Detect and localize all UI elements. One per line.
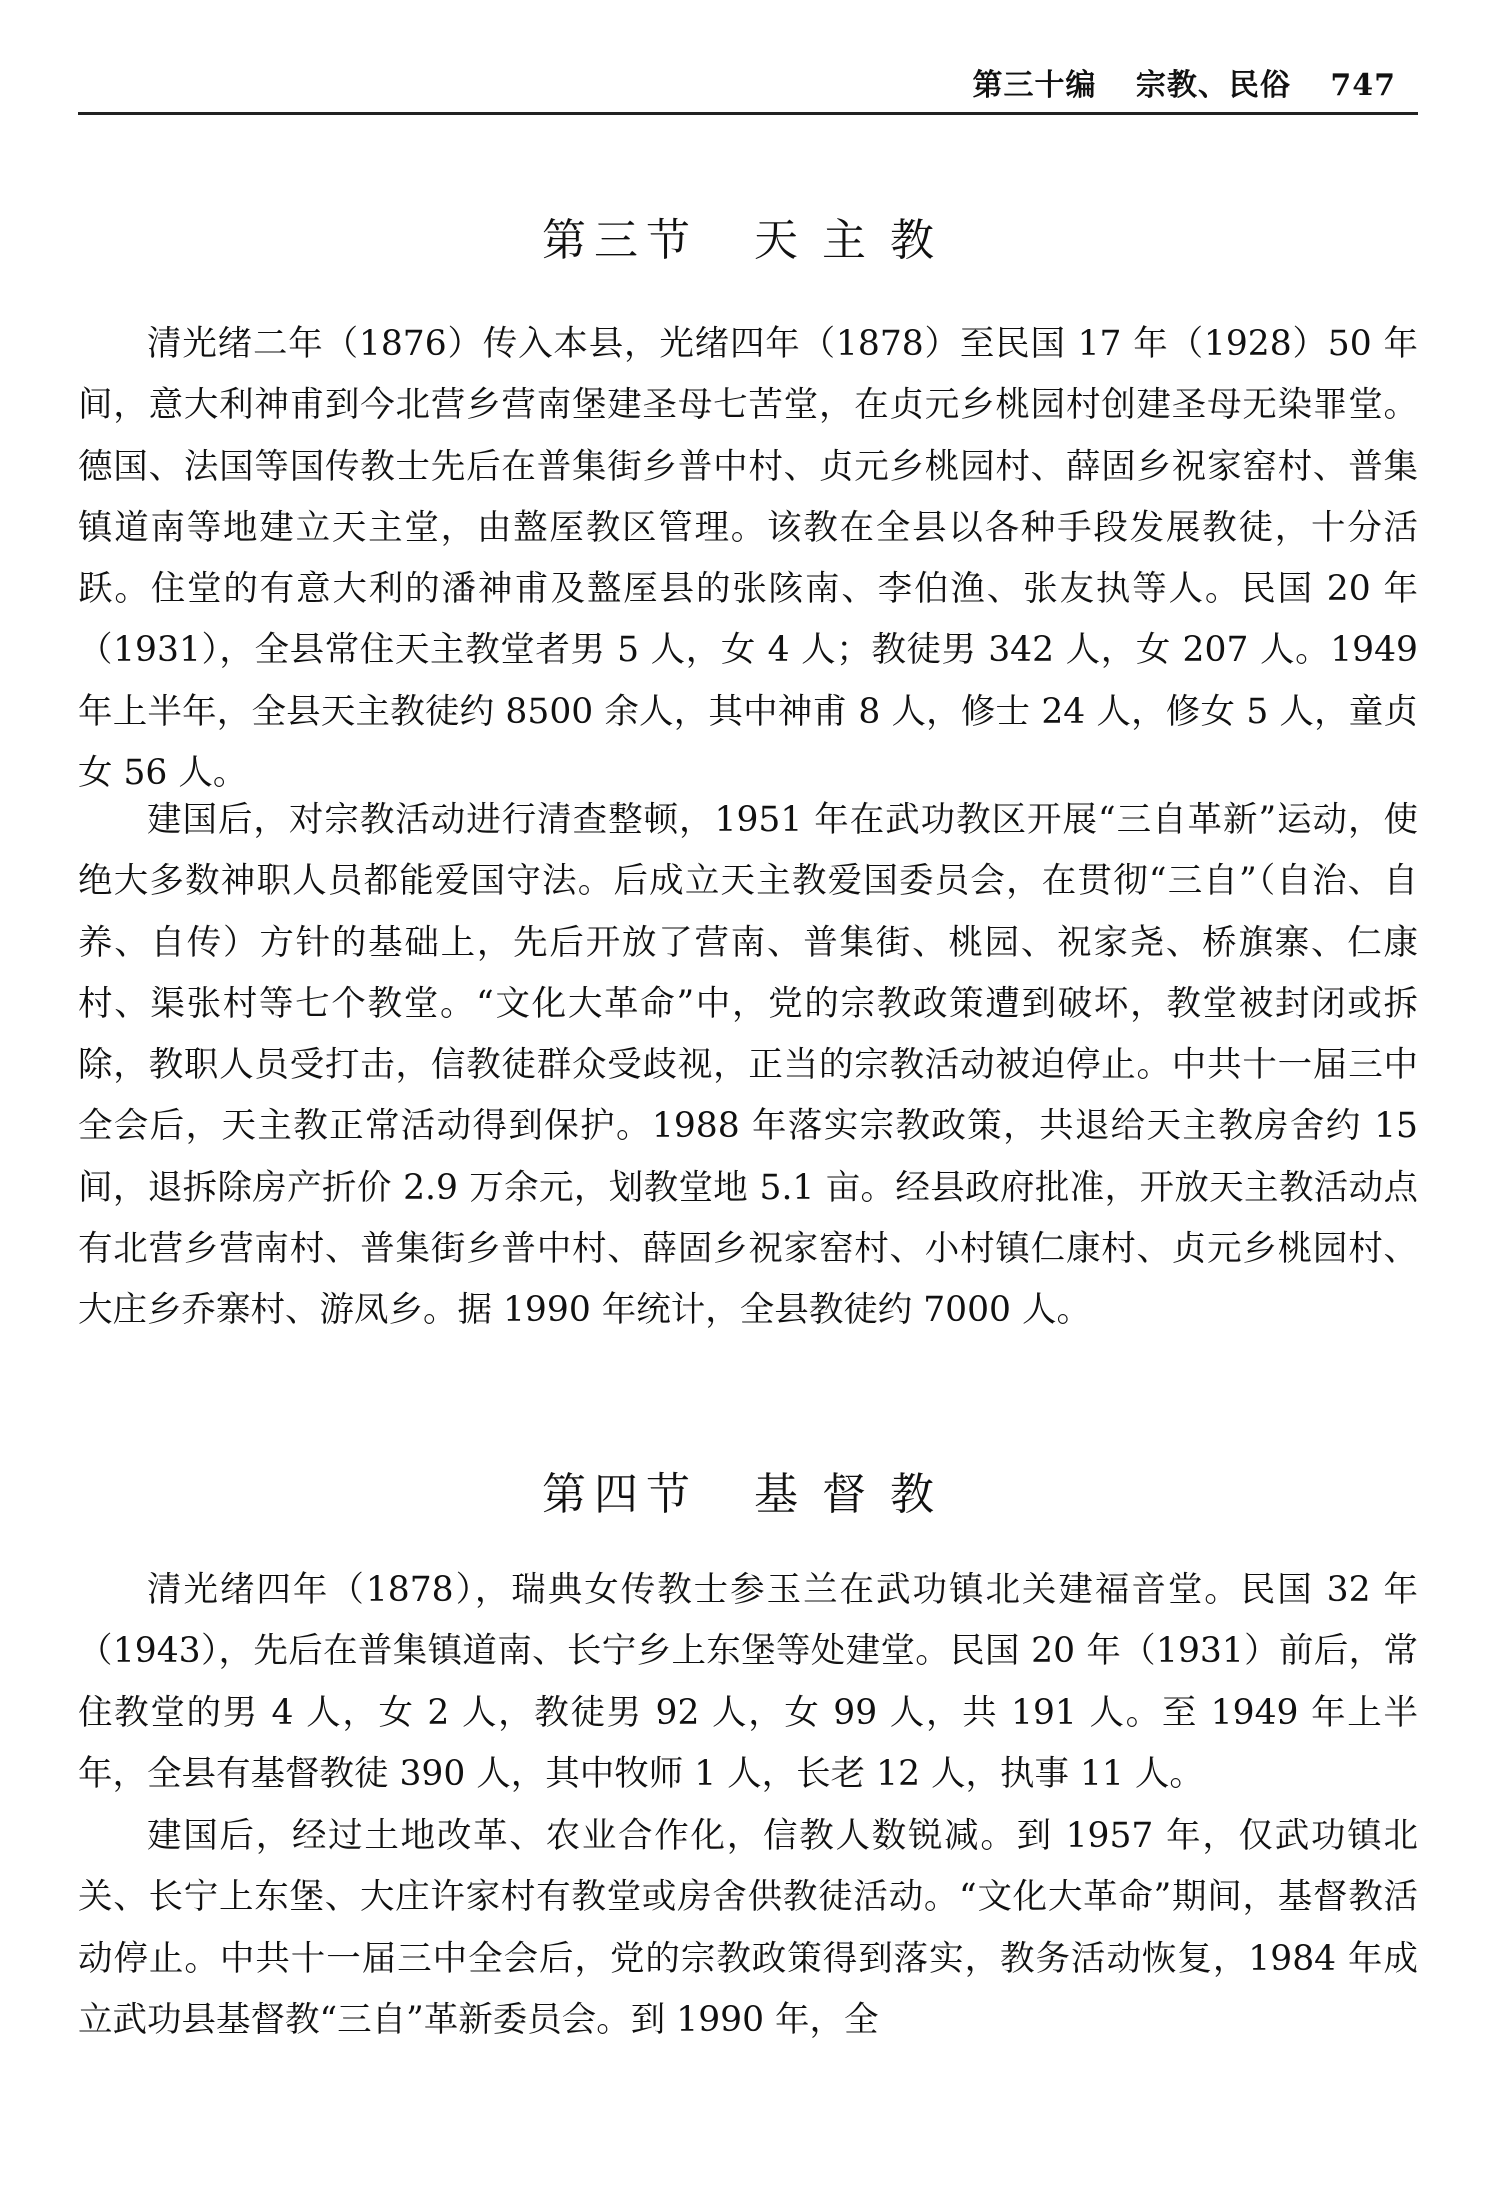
page-number: 747 — [1330, 68, 1396, 103]
running-head-text — [972, 60, 1396, 104]
section-name: 基督教 — [754, 1469, 958, 1520]
section-name: 天主教 — [754, 215, 958, 266]
paragraph: 清光绪二年（1876）传入本县，光绪四年（1878）至民国 17 年（1928）50 年间，意大利神甫到今北营乡营南堡建圣母七苦堂，在贞元乡桃园村创建圣母无染罪堂。德国、法国等国传教士先后在普集街乡普中村、贞元乡桃园村、薛固乡祝家窑村、普集镇道南等地建立天主堂，由盩厔教区管理。该教在全县以各种手段发展教徒，十分活跃。住堂的有意大利的潘神甫及盩厔县的张陔南、李伯渔、张友执等人。民国 20 年（1931），全县常住天主教堂者男 5 人，女 4 人；教徒男 342 人，女 207 人。1949 年上半年，全县天主教徒约 8500 余人，其中神甫 8 人，修士 24 人，修女 5 人，童贞女 56 人。 — [78, 324, 1418, 794]
running-head — [78, 52, 1418, 115]
running-head-section: 宗教、民俗 — [1135, 68, 1291, 103]
section-number: 第四节 — [542, 1469, 698, 1520]
section-number: 第三节 — [542, 215, 698, 266]
section-title-catholicism — [0, 204, 1500, 268]
paragraph: 建国后，对宗教活动进行清查整顿，1951 年在武功教区开展“三自革新”运动，使绝大多数神职人员都能爱国守法。后成立天主教爱国委员会，在贯彻“三自”（自治、自养、自传）方针的基础上，先后开放了营南、普集街、桃园、祝家尧、桥旗寨、仁康村、渠张村等七个教堂。“文化大革命”中，党的宗教政策遭到破坏，教堂被封闭或拆除，教职人员受打击，信教徒群众受歧视，正当的宗教活动被迫停止。中共十一届三中全会后，天主教正常活动得到保护。1988 年落实宗教政策，共退给天主教房舍约 15 间，退拆除房产折价 2.9 万余元，划教堂地 5.1 亩。经县政府批准，开放天主教活动点有北营乡营南村、普集街乡普中村、薛固乡祝家窑村、小村镇仁康村、贞元乡桃园村、大庄乡乔寨村、游凤乡。据 1990 年统计，全县教徒约 7000 人。 — [78, 800, 1418, 1331]
paragraph: 清光绪四年（1878），瑞典女传教士参玉兰在武功镇北关建福音堂。民国 32 年（1943），先后在普集镇道南、长宁乡上东堡等处建堂。民国 20 年（1931）前后，常住教堂的男 4 人，女 2 人，教徒男 92 人，女 99 人，共 191 人。至 1949 年上半年，全县有基督教徒 390 人，其中牧师 1 人，长老 12 人，执事 11 人。 — [78, 1570, 1418, 1794]
section-title-christianity — [0, 1458, 1500, 1522]
running-head-part: 第三十编 — [972, 68, 1097, 103]
paragraph: 建国后，经过土地改革、农业合作化，信教人数锐减。到 1957 年，仅武功镇北关、长宁上东堡、大庄许家村有教堂或房舍供教徒活动。“文化大革命”期间，基督教活动停止。中共十一届三中全会后，党的宗教政策得到落实，教务活动恢复，1984 年成立武功县基督教“三自”革新委员会。到 1990 年，全 — [78, 1816, 1418, 2040]
